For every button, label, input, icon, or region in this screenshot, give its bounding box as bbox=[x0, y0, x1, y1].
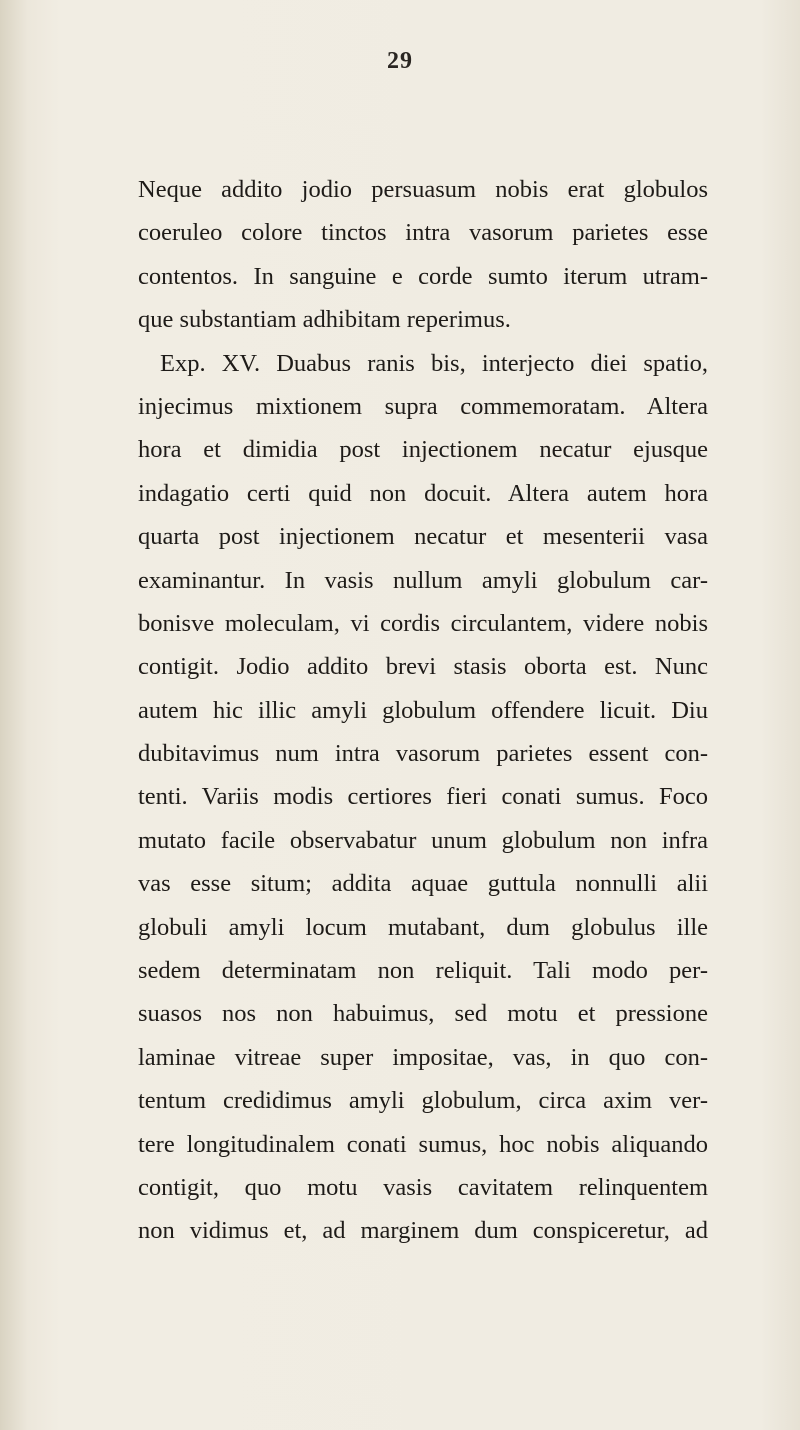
text-line: laminae vitreae super impositae, vas, in quo con- bbox=[138, 1043, 708, 1071]
text-line: injecimus mixtionem supra commemoratam. Altera bbox=[138, 392, 708, 420]
text-line: non vidimus et, ad marginem dum conspiceretur, ad bbox=[138, 1217, 708, 1245]
text-line: sedem determinatam non reliquit. Tali modo per- bbox=[138, 957, 708, 985]
text-line: tenti. Variis modis certiores fieri conati sumus. Foco bbox=[138, 783, 708, 811]
text-line: hora et dimidia post injectionem necatur ejusque bbox=[138, 436, 708, 464]
body-text bbox=[138, 168, 708, 1253]
text-line: contigit, quo motu vasis cavitatem relinquentem bbox=[138, 1173, 708, 1201]
text-line: Neque addito jodio persuasum nobis erat globulos bbox=[138, 176, 708, 203]
text-line: vas esse situm; addita aquae guttula nonnulli alii bbox=[138, 870, 708, 898]
text-line: Exp. XV. Duabus ranis bis, interjecto diei spatio, bbox=[160, 349, 708, 377]
text-line: bonisve moleculam, vi cordis circulantem, videre nobis bbox=[138, 609, 708, 637]
text-line: examinantur. In vasis nullum amyli globulum car- bbox=[138, 566, 708, 594]
text-line: dubitavimus num intra vasorum parietes essent con- bbox=[138, 740, 708, 768]
text-line: contigit. Jodio addito brevi stasis oborta est. Nunc bbox=[138, 653, 708, 681]
text-line: indagatio certi quid non docuit. Altera autem hora bbox=[138, 479, 708, 507]
text-line: quarta post injectionem necatur et mesenterii vasa bbox=[138, 523, 708, 551]
text-line: autem hic illic amyli globulum offendere licuit. Diu bbox=[138, 696, 708, 724]
page-number: 29 bbox=[387, 48, 413, 74]
text-line: contentos. In sanguine e corde sumto iterum utram- bbox=[138, 262, 708, 290]
text-line: globuli amyli locum mutabant, dum globulus ille bbox=[138, 913, 708, 941]
text-line: coeruleo colore tinctos intra vasorum parietes esse bbox=[138, 219, 708, 247]
text-line: mutato facile observabatur unum globulum non infra bbox=[138, 826, 708, 854]
text-line: que substantiam adhibitam reperimus. bbox=[138, 306, 511, 334]
text-line: tere longitudinalem conati sumus, hoc nobis aliquando bbox=[138, 1130, 708, 1158]
text-line: suasos nos non habuimus, sed motu et pressione bbox=[138, 1000, 708, 1028]
text-line: tentum credidimus amyli globulum, circa axim ver- bbox=[138, 1087, 708, 1115]
